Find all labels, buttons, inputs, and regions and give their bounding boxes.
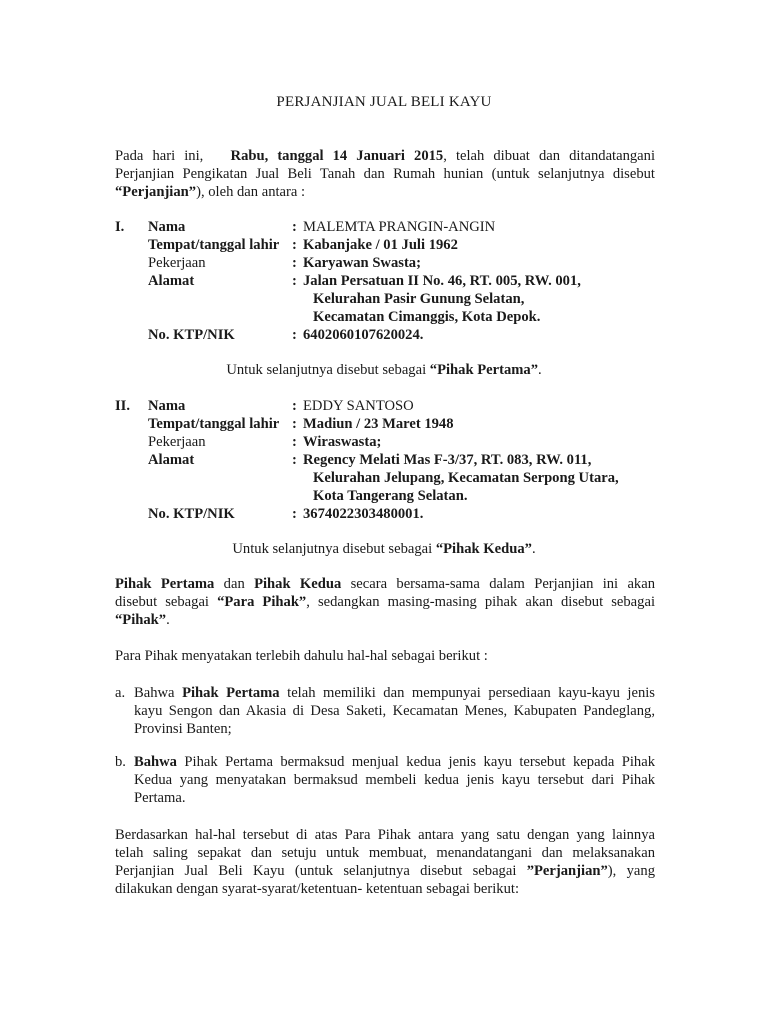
party-2-address-line: Kelurahan Jelupang, Kecamatan Serpong Utara, bbox=[313, 470, 619, 486]
item-a-letter: a. bbox=[115, 685, 126, 701]
intro-line-1: Pada hari ini, Rabu, tanggal 14 Januari 2015, telah dibuat dan ditandatangani bbox=[115, 148, 656, 164]
item-a-line-2: kayu Sengon dan Akasia di Desa Saketi, Kecamatan Menes, Kabupaten Pandeglang, bbox=[134, 703, 655, 719]
party-1-label-address: Alamat bbox=[148, 273, 195, 289]
party-2-colon: : bbox=[292, 398, 297, 414]
item-b-line-1: Bahwa Pihak Pertama bermaksud menjual kedua jenis kayu tersebut kepada Pihak bbox=[134, 754, 655, 770]
party-1-label-birth: Tempat/tanggal lahir bbox=[148, 237, 280, 253]
para-pihak-paragraph bbox=[115, 575, 655, 629]
party-1-colon: : bbox=[292, 255, 297, 271]
party-1-job: Karyawan Swasta; bbox=[303, 255, 421, 271]
item-b-line-2: Kedua yang menyatakan bermaksud membeli kedua jenis kayu tersebut dari Pihak bbox=[134, 772, 655, 788]
intro-line-3: “Perjanjian”), oleh dan antara : bbox=[115, 184, 306, 200]
party-1-colon: : bbox=[292, 273, 297, 289]
party-2-address-line: Kota Tangerang Selatan. bbox=[313, 488, 468, 504]
party-2-colon: : bbox=[292, 434, 297, 450]
para-pihak-line-2: disebut sebagai “Para Pihak”, sedangkan masing-masing pihak akan disebut sebagai bbox=[115, 594, 655, 610]
closing-line-4: dilakukan dengan syarat-syarat/ketentuan- ketentuan sebagai berikut: bbox=[115, 881, 520, 897]
party-1-colon: : bbox=[292, 219, 297, 235]
closing-line-1: Berdasarkan hal-hal tersebut di atas Para Pihak antara yang satu dengan yang lainnya bbox=[115, 827, 655, 843]
party-2-label-name: Nama bbox=[148, 398, 186, 414]
statement-line: Para Pihak menyatakan terlebih dahulu hal-hal sebagai berikut : bbox=[115, 648, 488, 664]
item-b-text bbox=[134, 753, 655, 807]
agreement-date: Rabu, tanggal 14 Januari 2015 bbox=[230, 148, 444, 164]
party-1-nik: 6402060107620024. bbox=[303, 327, 424, 343]
para-pihak-line-1: Pihak Pertama dan Pihak Kedua secara bersama-sama dalam Perjanjian ini akan bbox=[115, 576, 655, 592]
party-1-colon: : bbox=[292, 237, 297, 253]
item-b-line-3: Pertama. bbox=[134, 790, 186, 806]
closing-line-2: telah saling sepakat dan setuju untuk membuat, menandatangani dan melaksanakan bbox=[115, 845, 655, 861]
item-a-text bbox=[134, 684, 655, 738]
party-2-designation: Untuk selanjutnya disebut sebagai “Pihak Kedua”. bbox=[232, 541, 536, 557]
party-1-label-name: Nama bbox=[148, 219, 186, 235]
party-1-colon: : bbox=[292, 327, 297, 343]
party-2-label-birth: Tempat/tanggal lahir bbox=[148, 416, 280, 432]
party-2-name: EDDY SANTOSO bbox=[303, 398, 414, 414]
party-2-label-address: Alamat bbox=[148, 452, 195, 468]
party-1-label-nik: No. KTP/NIK bbox=[148, 327, 235, 343]
party-1-designation: Untuk selanjutnya disebut sebagai “Pihak Pertama”. bbox=[226, 362, 542, 378]
party-1-address-line: Kelurahan Pasir Gunung Selatan, bbox=[313, 291, 525, 307]
party-2-birth: Madiun / 23 Maret 1948 bbox=[303, 416, 454, 432]
party-2-job: Wiraswasta; bbox=[303, 434, 382, 450]
party-1-address-line: Jalan Persatuan II No. 46, RT. 005, RW. 001, bbox=[303, 273, 581, 289]
document-title: PERJANJIAN JUAL BELI KAYU bbox=[276, 94, 492, 110]
party-2-label-job: Pekerjaan bbox=[148, 434, 206, 450]
party-1-address-line: Kecamatan Cimanggis, Kota Depok. bbox=[313, 309, 541, 325]
party-1-number: I. bbox=[115, 219, 125, 235]
item-b-letter: b. bbox=[115, 754, 126, 770]
party-1-label-job: Pekerjaan bbox=[148, 255, 206, 271]
party-1-name: MALEMTA PRANGIN-ANGIN bbox=[303, 219, 496, 235]
closing-line-3: Perjanjian Jual Beli Kayu (untuk selanjutnya disebut sebagai ”Perjanjian”), yang bbox=[115, 863, 656, 879]
party-1-birth: Kabanjake / 01 Juli 1962 bbox=[303, 237, 458, 253]
party-2-colon: : bbox=[292, 452, 297, 468]
party-2-colon: : bbox=[292, 416, 297, 432]
intro-paragraph bbox=[115, 147, 655, 201]
party-2-address-line: Regency Melati Mas F-3/37, RT. 083, RW. 011, bbox=[303, 452, 592, 468]
para-pihak-line-3: “Pihak”. bbox=[115, 612, 170, 628]
party-2-label-nik: No. KTP/NIK bbox=[148, 506, 235, 522]
closing-paragraph bbox=[115, 826, 655, 898]
item-a-line-3: Provinsi Banten; bbox=[134, 721, 232, 737]
party-2-nik: 3674022303480001. bbox=[303, 506, 424, 522]
intro-line-2: Perjanjian Pengikatan Jual Beli Tanah dan Rumah hunian (untuk selanjutnya disebut bbox=[115, 166, 655, 182]
party-2-colon: : bbox=[292, 506, 297, 522]
party-2-number: II. bbox=[115, 398, 131, 414]
item-a-line-1: Bahwa Pihak Pertama telah memiliki dan mempunyai persediaan kayu-kayu jenis bbox=[134, 685, 655, 701]
